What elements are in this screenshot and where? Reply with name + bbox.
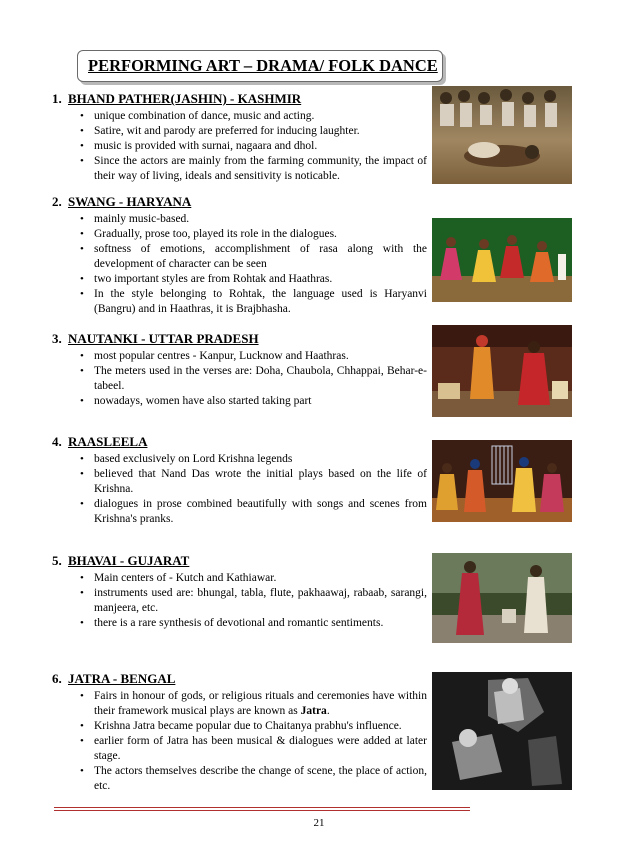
section-heading bbox=[52, 91, 427, 107]
section-title: SWANG - HARYANA bbox=[68, 194, 192, 209]
list-item: • Main centers of - Kutch and Kathiawar. bbox=[94, 571, 427, 586]
bullet-list bbox=[52, 212, 427, 317]
jatra-performers-photo-icon bbox=[432, 672, 572, 790]
list-item: • instruments used are: bhungal, tabla, flute, pakhaawaj, rabaab, sarangi, manjeera, etc. bbox=[94, 586, 427, 616]
footer-divider bbox=[54, 810, 470, 811]
list-item: • softness of emotions, accomplishment of rasa along with the development of character can be seen bbox=[94, 242, 427, 272]
list-item: • Gradually, prose too, played its role in the dialogues. bbox=[94, 227, 427, 242]
list-item: • Krishna Jatra became popular due to Chaitanya prabhu's influence. bbox=[94, 719, 427, 734]
section-title: RAASLEELA bbox=[68, 434, 148, 449]
stage-performers-photo-icon bbox=[432, 325, 572, 417]
section-raasleela bbox=[52, 434, 427, 527]
list-item: • The meters used in the verses are: Doha, Chaubola, Chhappai, Behar-e-tabeel. bbox=[94, 364, 427, 394]
section-title: JATRA - BENGAL bbox=[68, 671, 176, 686]
section-number: 2. bbox=[52, 194, 62, 209]
bullet-list bbox=[52, 571, 427, 631]
section-number: 4. bbox=[52, 434, 62, 449]
bullet-list bbox=[52, 109, 427, 184]
section-number: 6. bbox=[52, 671, 62, 686]
photo-bhavai bbox=[432, 553, 572, 643]
footer-divider bbox=[54, 807, 470, 808]
dancers-photo-icon bbox=[432, 218, 572, 302]
page-title: PERFORMING ART – DRAMA/ FOLK DANCE bbox=[88, 56, 438, 75]
list-item: • based exclusively on Lord Krishna legends bbox=[94, 452, 427, 467]
bullet-list bbox=[52, 452, 427, 527]
section-title: BHAND PATHER(JASHIN) - KASHMIR bbox=[68, 91, 302, 106]
photo-nautanki bbox=[432, 325, 572, 417]
bullet-list bbox=[52, 689, 427, 794]
list-item: • two important styles are from Rohtak and Haathras. bbox=[94, 272, 427, 287]
section-heading bbox=[52, 671, 427, 687]
section-number: 5. bbox=[52, 553, 62, 568]
section-number: 3. bbox=[52, 331, 62, 346]
list-item: • The actors themselves describe the change of scene, the place of action, etc. bbox=[94, 764, 427, 794]
list-item: • nowadays, women have also started taking part bbox=[94, 394, 427, 409]
section-swang bbox=[52, 194, 427, 317]
krishna-play-photo-icon bbox=[432, 440, 572, 522]
list-item: • earlier form of Jatra has been musical & dialogues were added at later stage. bbox=[94, 734, 427, 764]
list-item: • most popular centres - Kanpur, Lucknow and Haathras. bbox=[94, 349, 427, 364]
list-item: • In the style belonging to Rohtak, the language used is Haryanvi (Bangru) and in Haathras, it is Brajbhasha. bbox=[94, 287, 427, 317]
list-item: • there is a rare synthesis of devotional and romantic sentiments. bbox=[94, 616, 427, 631]
list-item: • believed that Nand Das wrote the initial plays based on the life of Krishna. bbox=[94, 467, 427, 497]
page-number: 21 bbox=[313, 817, 325, 829]
photo-bhand-pather bbox=[432, 86, 572, 184]
list-item: • dialogues in prose combined beautifully with songs and scenes from Krishna's pranks. bbox=[94, 497, 427, 527]
section-jatra bbox=[52, 671, 427, 794]
photo-swang bbox=[432, 218, 572, 302]
list-item: • music is provided with surnai, nagaara and dhol. bbox=[94, 139, 427, 154]
list-item: • Since the actors are mainly from the farming community, the impact of their way of living, ideals and sensitivity is noticable. bbox=[94, 154, 427, 184]
list-item: • mainly music-based. bbox=[94, 212, 427, 227]
section-nautanki bbox=[52, 331, 427, 409]
list-item: • Satire, wit and parody are preferred for inducing laughter. bbox=[94, 124, 427, 139]
section-bhavai bbox=[52, 553, 427, 631]
title-box bbox=[77, 50, 443, 82]
section-heading bbox=[52, 331, 427, 347]
section-number: 1. bbox=[52, 91, 62, 106]
section-heading bbox=[52, 434, 427, 450]
section-bhand-pather bbox=[52, 91, 427, 184]
list-item: • unique combination of dance, music and acting. bbox=[94, 109, 427, 124]
photo-jatra bbox=[432, 672, 572, 790]
section-heading bbox=[52, 553, 427, 569]
crowd-photo-icon bbox=[432, 86, 572, 184]
section-title: BHAVAI - GUJARAT bbox=[68, 553, 190, 568]
bullet-list bbox=[52, 349, 427, 409]
photo-raasleela bbox=[432, 440, 572, 522]
bhavai-performers-photo-icon bbox=[432, 553, 572, 643]
list-item-text: Fairs in honour of gods, or religious rituals and ceremonies have within their framework musical plays are known as Jatra. bbox=[94, 690, 427, 717]
section-heading bbox=[52, 194, 427, 210]
section-title: NAUTANKI - UTTAR PRADESH bbox=[68, 331, 259, 346]
list-item bbox=[94, 689, 427, 719]
